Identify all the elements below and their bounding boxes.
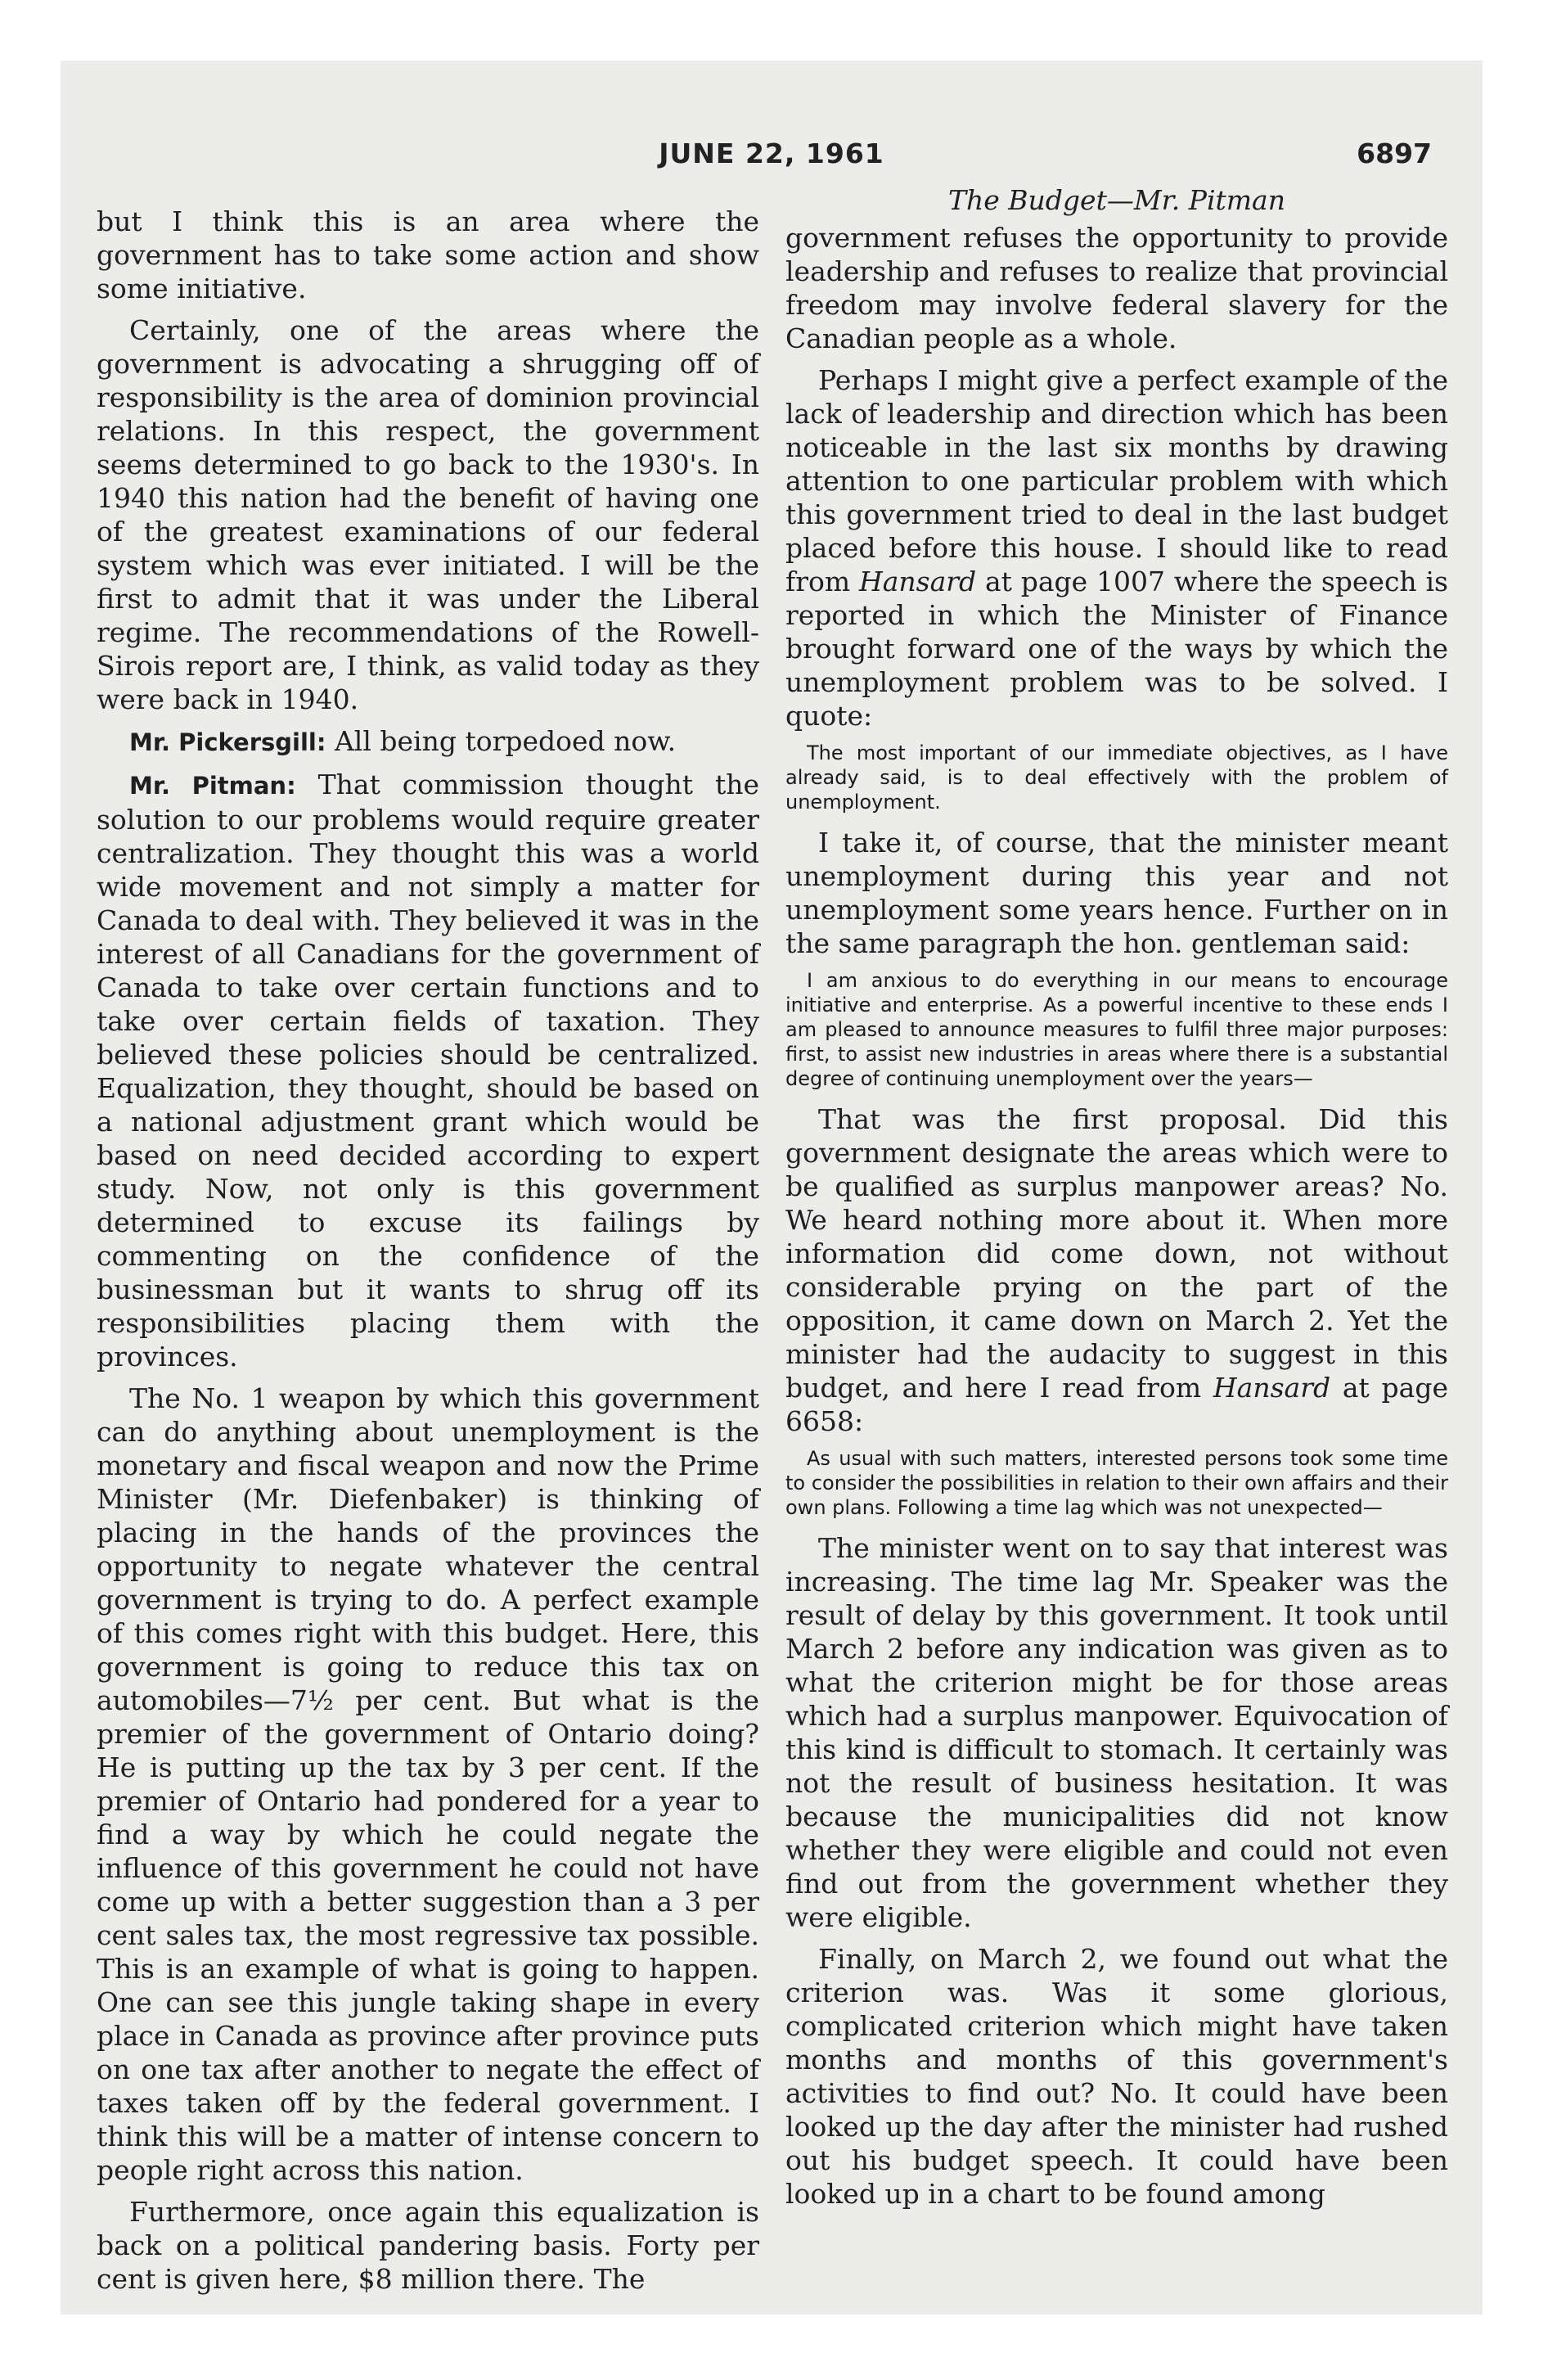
page-header [61,133,1483,182]
speaker-pitman: Mr. Pitman: [129,772,296,800]
right-paragraph-2-b: at page 1007 where the speech is reported in which the Minister of Finance brought forward one of the ways by which the unemployment problem was to be solved. I quote: [785,566,1448,732]
right-paragraph-2-a: Perhaps I might give a perfect example of the lack of leadership and direction which has been noticeable in the last six months by drawing attention to one particular problem with which this government tried to deal in the last budget placed before this house. I should like to read from [785,364,1448,597]
left-paragraph-3 [97,724,759,760]
left-paragraph-2: Certainly, one of the areas where the government is advocating a shrugging off of responsibility is the area of dominion provincial relations. In this respect, the government seems determined to go back to the 1930's. In 1940 this nation had the benefit of having one of the greatest examinations of our federal system which was ever initiated. I will be the first to admit that it was under the Liberal regime. The recommendations of the Rowell-Sirois report are, I think, as valid today as they were back in 1940. [97,314,759,715]
pitman-remark: That commission thought the solution to our problems would require greater centralization. They thought this was a world wide movement and not simply a matter for Canada to deal with. They believed it was in the interest of all Canadians for the government of Canada to take over certain functions and to take over certain fields of taxation. They believed these policies should be centralized. Equalization, they thought, should be based on a national adjustment grant which would be based on need decided according to expert study. Now, not only is this government determined to excuse its failings by commenting on the confidence of the businessman but it wants to shrug off its responsibilities placing them with the provinces. [97,769,759,1373]
quote-1: The most important of our immediate objectives, as I have already said, is to deal effectively with the problem of unemployment. [785,741,1448,814]
right-column [785,183,1448,2219]
right-paragraph-5: The minister went on to say that interest was increasing. The time lag Mr. Speaker was the result of delay by this government. It took until March 2 before any indication was given as to what the criterion might be for those areas which had a surplus manpower. Equivocation of this kind is difficult to stomach. It certainly was not the result of business hesitation. It was because the municipalities did not know whether they were eligible and could not even find out from the government whether they were eligible. [785,1532,1448,1933]
right-paragraph-2 [785,363,1448,732]
left-paragraph-5: The No. 1 weapon by which this government can do anything about unemployment is the monetary and fiscal weapon and now the Prime Minister (Mr. Diefenbaker) is thinking of placing in the hands of the provinces the opportunity to negate whatever the central government is trying to do. A perfect example of this comes right with this budget. Here, this government is going to reduce this tax on automobiles—7½ per cent. But what is the premier of the government of Ontario doing? He is putting up the tax by 3 per cent. If the premier of Ontario had pondered for a year to find a way by which he could negate the influence of this government he could not have come up with a better suggestion than a 3 per cent sales tax, the most regressive tax possible. This is an example of what is going to happen. One can see this jungle taking shape in every place in Canada as province after province puts on one tax after another to negate the effect of taxes taken off by the federal government. I think this will be a matter of intense concern to people right across this nation. [97,1382,759,2186]
left-column [97,205,759,2304]
right-paragraph-4 [785,1102,1448,1438]
right-paragraph-6: Finally, on March 2, we found out what the criterion was. Was it some glorious, complicated criterion which might have taken months and months of this government's activities to find out? No. It could have been looked up the day after the minister had rushed out his budget speech. It could have been looked up in a chart to be found among [785,1943,1448,2210]
right-paragraph-4-b: at page 6658: [785,1372,1448,1437]
left-paragraph-6: Furthermore, once again this equalization is back on a political pandering basis. Forty per cent is given here, $8 million there. The [97,2196,759,2295]
hansard-ref-2: Hansard [1213,1372,1331,1404]
right-paragraph-1: government refuses the opportunity to provide leadership and refuses to realize that provincial freedom may involve federal slavery for the Canadian people as a whole. [785,222,1448,354]
page-number: 6897 [1357,137,1432,169]
hansard-ref-1: Hansard [858,566,977,597]
quote-3: As usual with such matters, interested persons took some time to consider the possibilities in relation to their own affairs and their own plans. Following a time lag which was not unexpected— [785,1447,1448,1519]
page-sheet [61,61,1483,2315]
left-paragraph-4 [97,768,759,1373]
right-paragraph-3: I take it, of course, that the minister meant unemployment during this year and not unemployment some years hence. Further on in the same paragraph the hon. gentleman said: [785,827,1448,959]
quote-2: I am anxious to do everything in our means to encourage initiative and enterprise. As a powerful incentive to these ends I am pleased to announce measures to fulfil three major purposes: first, to assist new industries in areas where there is a substantial degree of continuing unemployment over the years— [785,969,1448,1090]
running-head: The Budget—Mr. Pitman [948,184,1285,216]
pickersgill-remark: All being torpedoed now. [334,725,677,757]
right-paragraph-4-a: That was the first proposal. Did this government designate the areas which were to be qualified as surplus manpower areas? No. We heard nothing more about it. When more information did come down, not without considerable prying on the part of the opposition, it came down on March 2. Yet the minister had the audacity to suggest in this budget, and here I read from [785,1103,1448,1404]
header-date: JUNE 22, 1961 [659,137,884,169]
speaker-pickersgill: Mr. Pickersgill: [129,728,326,756]
left-paragraph-1: but I think this is an area where the government has to take some action and show some initiative. [97,205,759,304]
